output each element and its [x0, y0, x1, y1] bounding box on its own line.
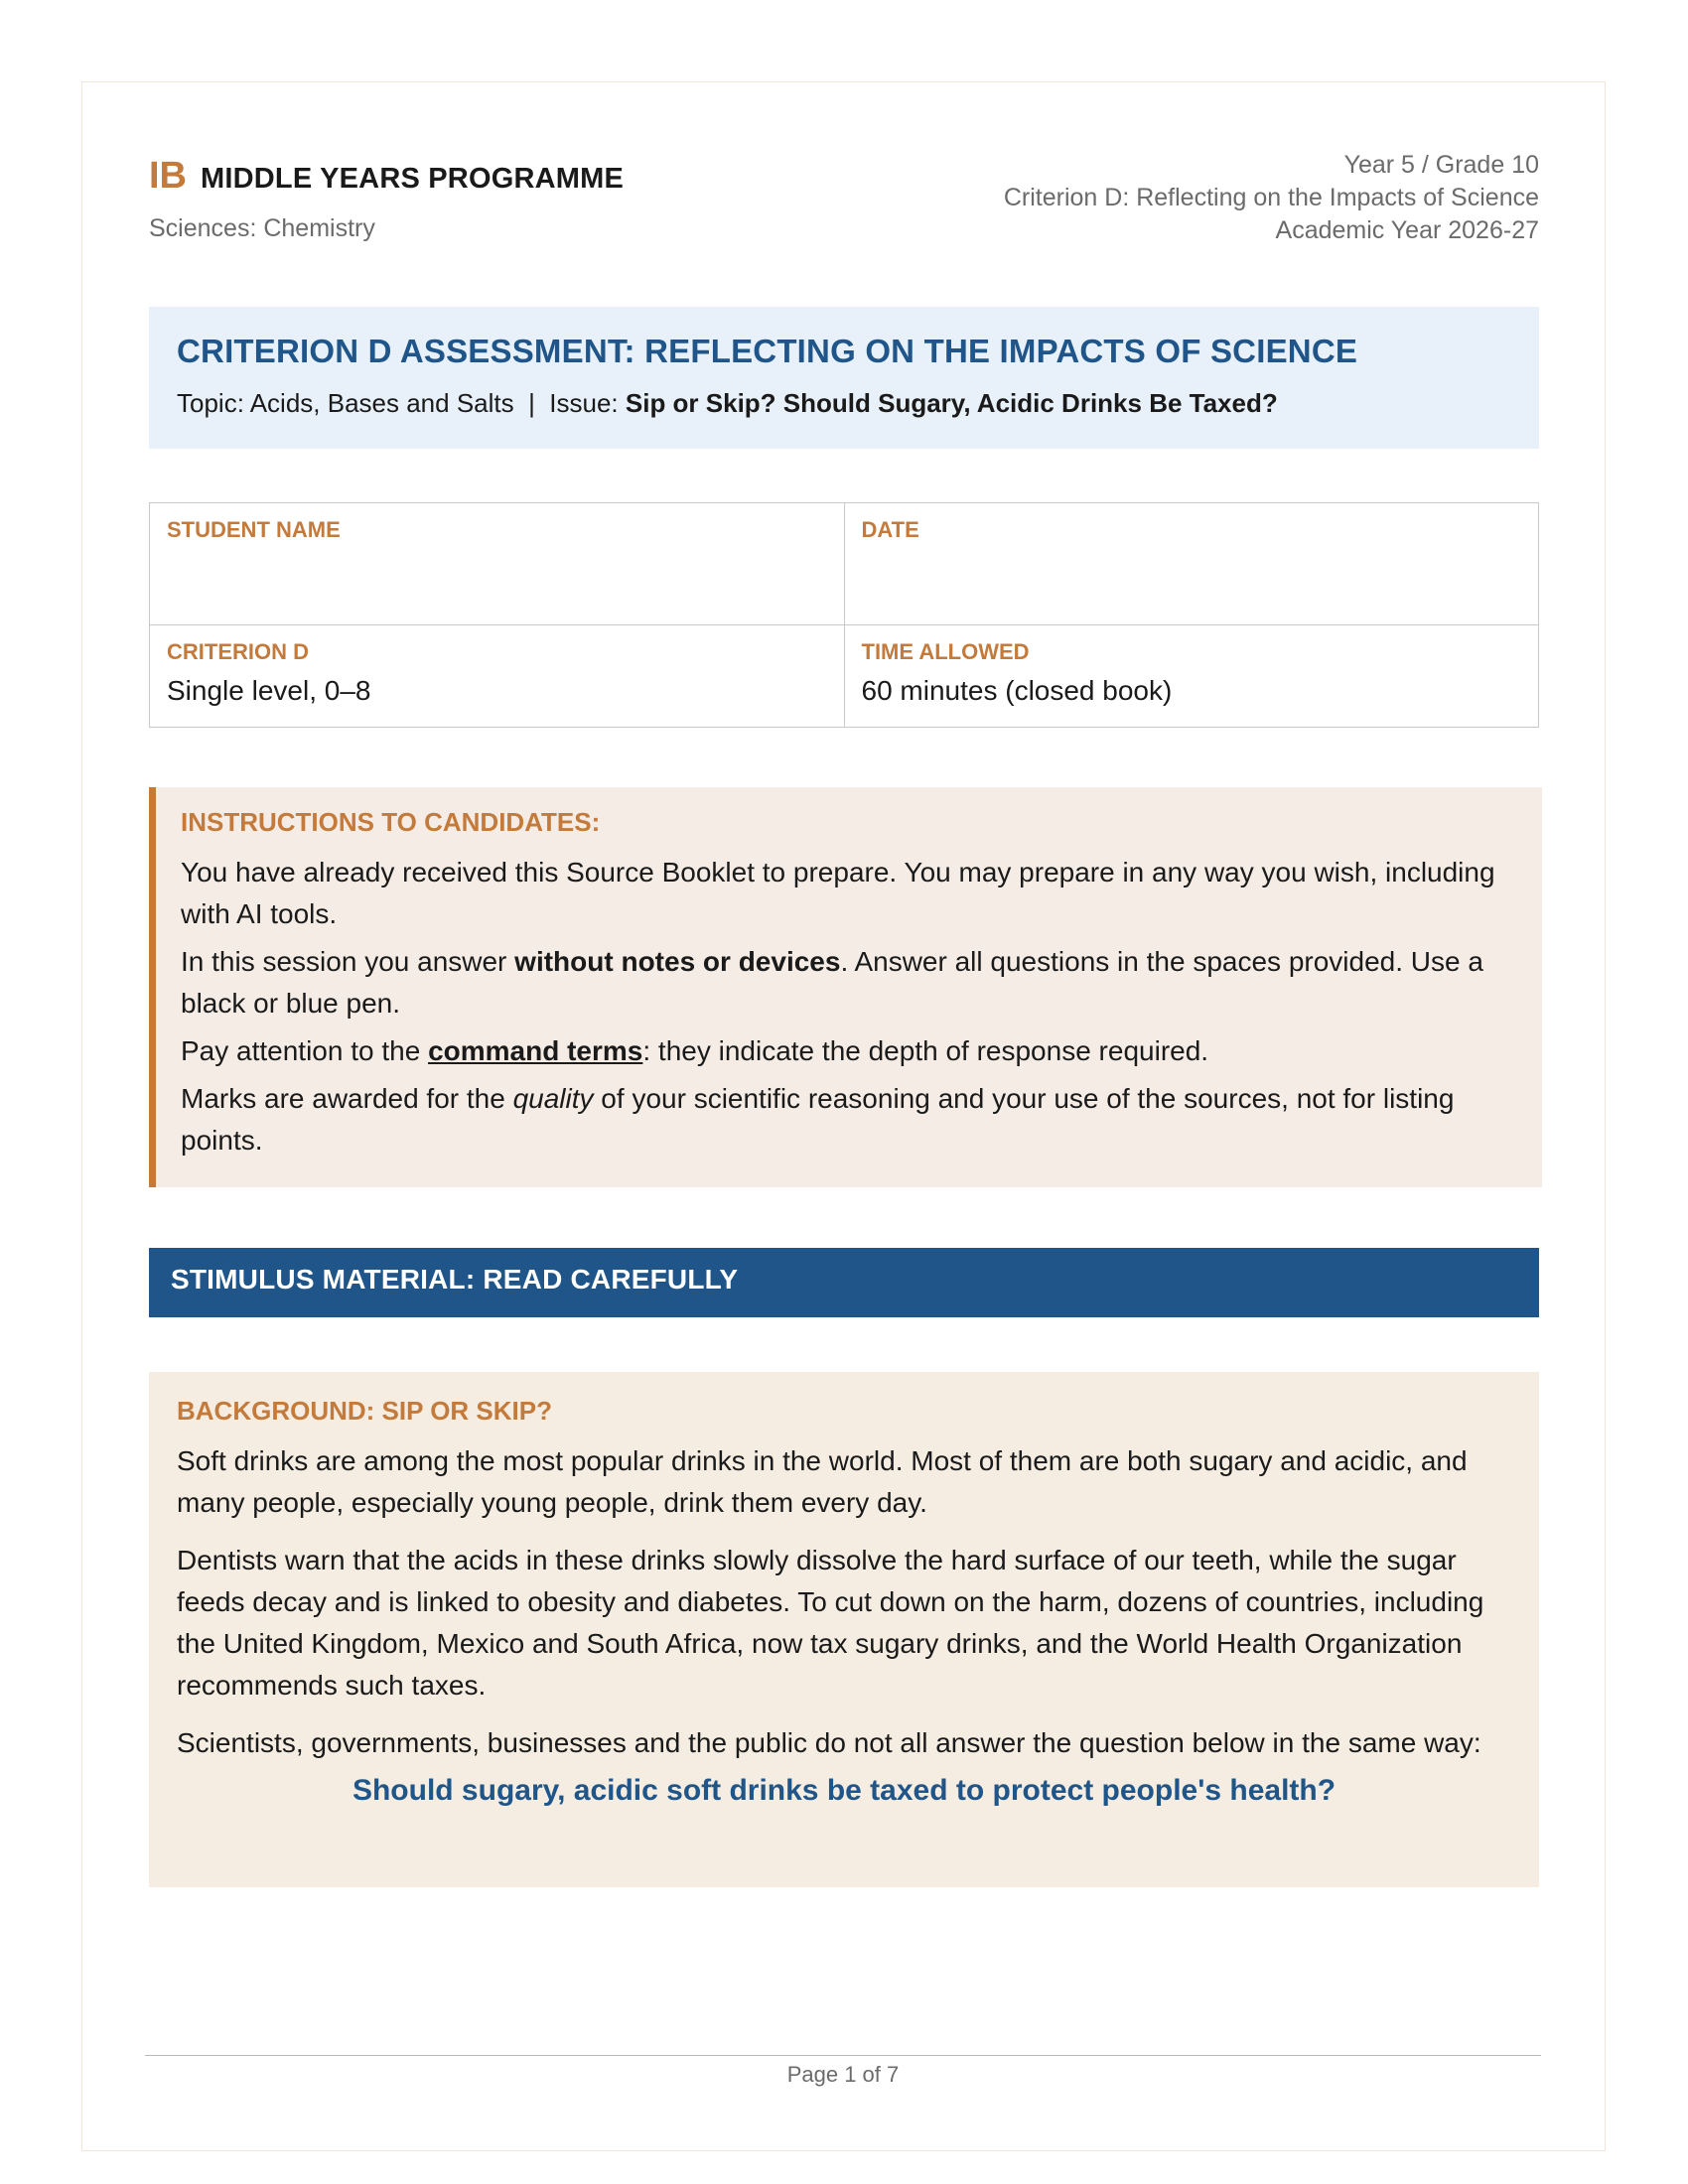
instruction-italic: quality — [512, 1083, 594, 1114]
instruction-text: In this session you answer — [181, 946, 515, 977]
instruction-emphasis: without notes or devices — [514, 946, 841, 977]
time-allowed-cell — [844, 625, 1539, 728]
footer-divider — [145, 2055, 1541, 2056]
criterion-label: CRITERION D — [167, 639, 309, 664]
time-allowed-value: 60 minutes (closed book) — [861, 675, 1173, 706]
time-allowed-label: TIME ALLOWED — [861, 639, 1030, 664]
document-header — [149, 149, 1539, 258]
background-panel — [149, 1372, 1539, 1887]
criterion-title: Criterion D: Reflecting on the Impacts of Science — [1003, 184, 1539, 211]
student-info-table — [149, 502, 1539, 728]
background-paragraph: Scientists, governments, businesses and the public do not all answer the question below in the same way: — [177, 1727, 1481, 1758]
central-question: Should sugary, acidic soft drinks be taxed to protect people's health? — [352, 1774, 1336, 1807]
programme-brand — [149, 155, 624, 198]
instruction-text: Marks are awarded for the — [181, 1083, 513, 1114]
criterion-value: Single level, 0–8 — [167, 675, 371, 706]
background-paragraph: Dentists warn that the acids in these drinks slowly dissolve the hard surface of our teeth, while the sugar feeds decay and is linked to obesity and diabetes. To cut down on the harm, dozens of countries, including the United Kingdom, Mexico and South Africa, now tax sugary drinks, and the World Health Organization recommends such taxes. — [177, 1545, 1484, 1701]
instructions-heading: INSTRUCTIONS TO CANDIDATES: — [181, 807, 601, 837]
assessment-title-box — [149, 307, 1539, 449]
academic-year: Academic Year 2026-27 — [1275, 216, 1539, 244]
date-label: DATE — [861, 517, 919, 542]
issue-title: Sip or Skip? Should Sugary, Acidic Drinks Be Taxed? — [625, 388, 1278, 418]
instruction-text: Pay attention to the — [181, 1035, 429, 1066]
topic-line — [177, 388, 1511, 419]
ib-logo-text: IB — [149, 155, 187, 197]
instruction-paragraph — [181, 1030, 1514, 1072]
header-meta — [1004, 149, 1539, 247]
topic-prefix: Topic: Acids, Bases and Salts | Issue: — [177, 388, 626, 418]
background-paragraph: Soft drinks are among the most popular drinks in the world. Most of them are both sugary and acidic, and many people, especially young people, drink them every day. — [177, 1445, 1468, 1518]
date-cell[interactable] — [844, 503, 1539, 625]
instruction-paragraph — [181, 1078, 1514, 1161]
year-grade: Year 5 / Grade 10 — [1343, 151, 1539, 179]
student-name-label: STUDENT NAME — [167, 517, 341, 542]
criterion-cell — [150, 625, 845, 728]
instruction-text: . Answer all questions in the spaces provided. Use a black or blue pen. — [181, 946, 1483, 1019]
programme-name: MIDDLE YEARS PROGRAMME — [201, 163, 625, 195]
background-heading: BACKGROUND: SIP OR SKIP? — [177, 1396, 552, 1426]
instruction-text: : they indicate the depth of response required. — [642, 1035, 1209, 1066]
subject-label: Sciences: Chemistry — [149, 214, 375, 242]
stimulus-banner: STIMULUS MATERIAL: READ CAREFULLY — [149, 1248, 1539, 1317]
instruction-paragraph: You have already received this Source Booklet to prepare. You may prepare in any way you wish, including with AI tools. — [181, 857, 1495, 929]
instructions-panel — [149, 787, 1542, 1187]
student-name-cell[interactable] — [150, 503, 845, 625]
assessment-title: CRITERION D ASSESSMENT: REFLECTING ON THE IMPACTS OF SCIENCE — [177, 333, 1358, 369]
instruction-paragraph — [181, 941, 1514, 1024]
page-number: Page 1 of 7 — [786, 2062, 900, 2087]
instruction-text: of your scientific reasoning and your use of the sources, not for listing points. — [181, 1083, 1455, 1156]
command-terms-emphasis: command terms — [428, 1035, 643, 1066]
